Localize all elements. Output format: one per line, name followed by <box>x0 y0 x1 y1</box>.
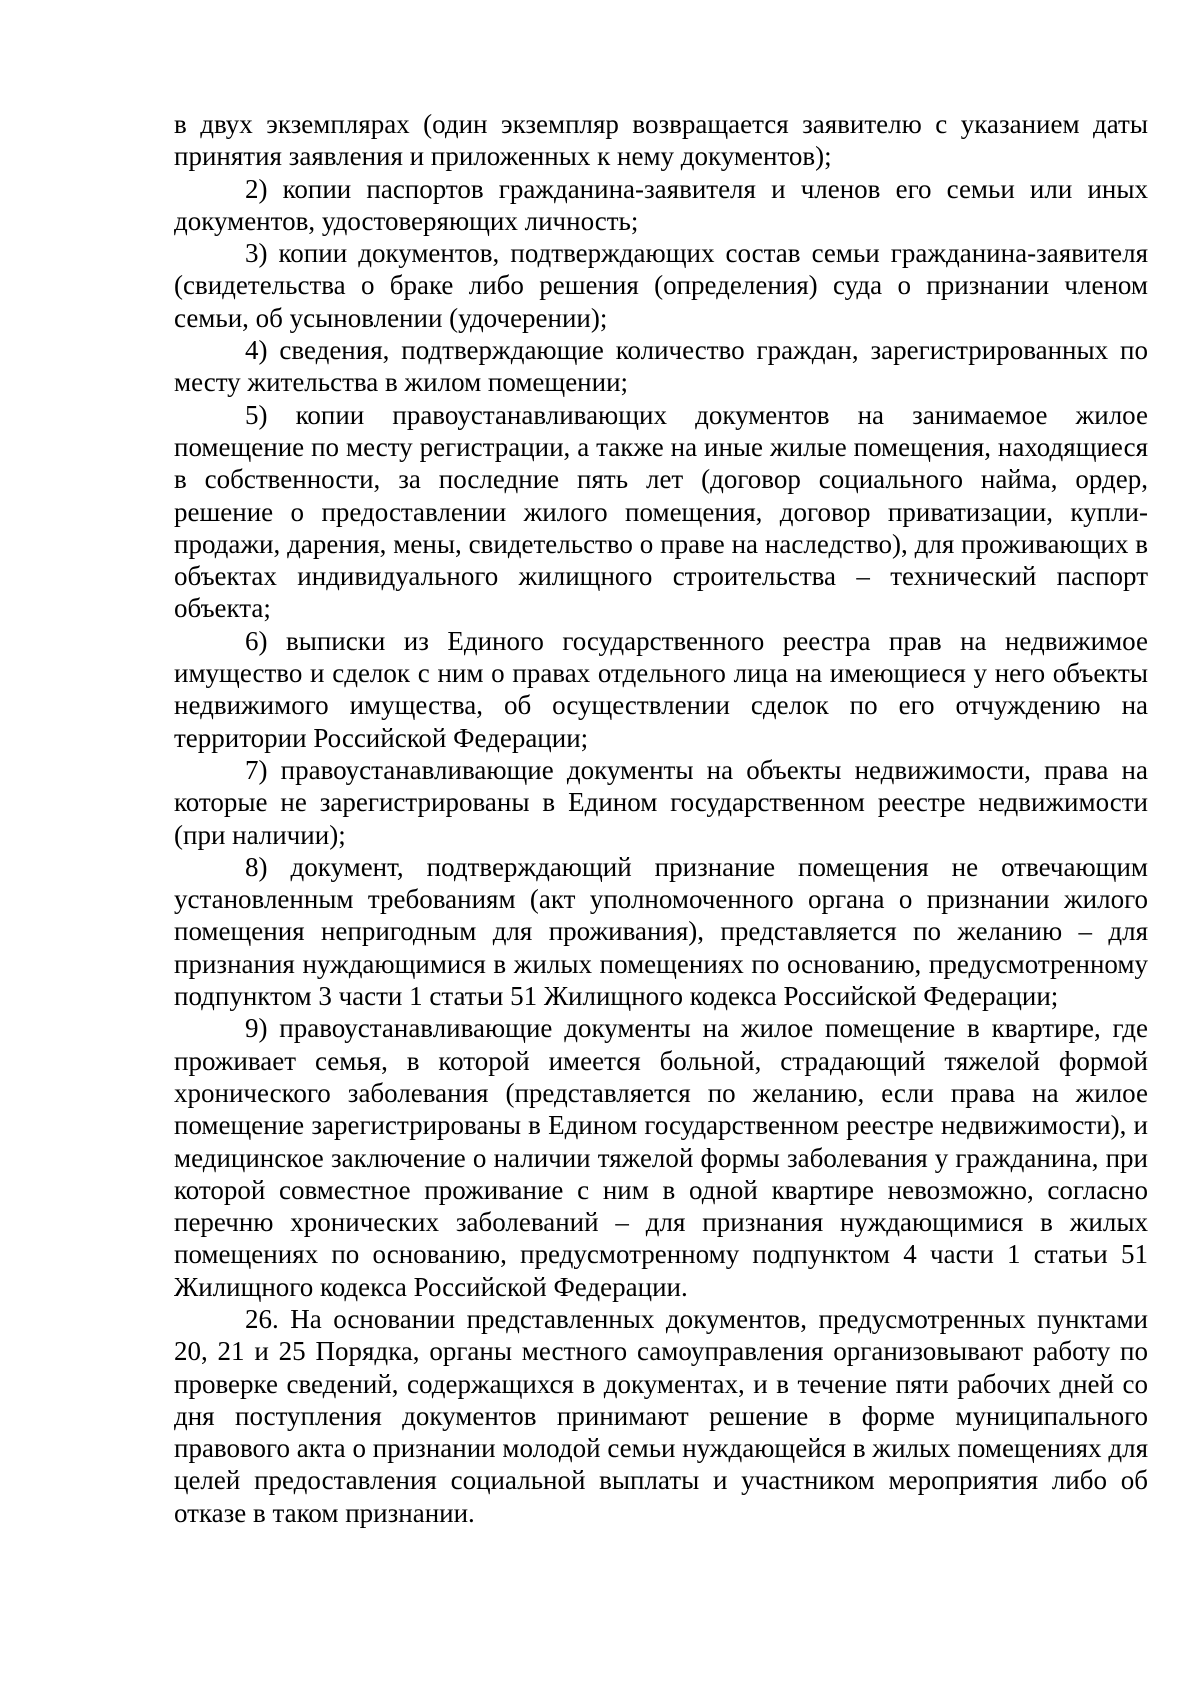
paragraph-continuation: в двух экземплярах (один экземпляр возвращается заявителю с указанием даты принятия заявления и приложенных к нему документов); <box>174 109 1148 172</box>
list-item-3: 3) копии документов, подтверждающих состав семьи гражданина-заявителя (свидетельства о браке либо решения (определения) суда о признании членом семьи, об усыновлении (удочерении); <box>174 238 1148 333</box>
section-26-paragraph: 26. На основании представленных документов, предусмотренных пунктами 20, 21 и 25 Порядка, органы местного самоуправления организовывают работу по проверке сведений, содержащихся в документах, и в течение пяти рабочих дней со дня поступления документов принимают решение в форме муниципального правового акта о признании молодой семьи нуждающейся в жилых помещениях для целей предоставления социальной выплаты и участником мероприятия либо об отказе в таком признании. <box>174 1303 1148 1528</box>
list-item-9: 9) правоустанавливающие документы на жилое помещение в квартире, где проживает семья, в которой имеется больной, страдающий тяжелой формой хронического заболевания (представляется по желанию, если права на жилое помещение зарегистрированы в Едином государственном реестре недвижимости), и медицинское заключение о наличии тяжелой формы заболевания у гражданина, при которой совместное проживание с ним в одной квартире невозможно, согласно перечню хронических заболеваний – для признания нуждающимися в жилых помещениях по основанию, предусмотренному подпунктом 4 части 1 статьи 51 Жилищного кодекса Российской Федерации. <box>174 1013 1148 1302</box>
list-item-2: 2) копии паспортов гражданина-заявителя и членов его семьи или иных документов, удостоверяющих личность; <box>174 173 1148 236</box>
list-item-8: 8) документ, подтверждающий признание помещения не отвечающим установленным требованиям (акт уполномоченного органа о признании жилого помещения непригодным для проживания), представляется по желанию – для признания нуждающимися в жилых помещениях по основанию, предусмотренному подпунктом 3 части 1 статьи 51 Жилищного кодекса Российской Федерации; <box>174 851 1148 1012</box>
list-item-7: 7) правоустанавливающие документы на объекты недвижимости, права на которые не зарегистрированы в Едином государственном реестре недвижимости (при наличии); <box>174 754 1148 850</box>
list-item-4: 4) сведения, подтверждающие количество граждан, зарегистрированных по месту жительства в жилом помещении; <box>174 335 1148 398</box>
list-item-5: 5) копии правоустанавливающих документов на занимаемое жилое помещение по месту регистрации, а также на иные жилые помещения, находящиеся в собственности, за последние пять лет (договор социального найма, ордер, решение о предоставлении жилого помещения, договор приватизации, купли-продажи, дарения, мены, свидетельство о праве на наследство), для проживающих в объектах индивидуального жилищного строительства – технический паспорт объекта; <box>174 399 1148 624</box>
document-page <box>174 108 1148 1529</box>
list-item-6: 6) выписки из Единого государственного реестра прав на недвижимое имущество и сделок с ним о правах отдельного лица на имеющиеся у него объекты недвижимого имущества, об осуществлении сделок по его отчуждению на территории Российской Федерации; <box>174 625 1148 753</box>
